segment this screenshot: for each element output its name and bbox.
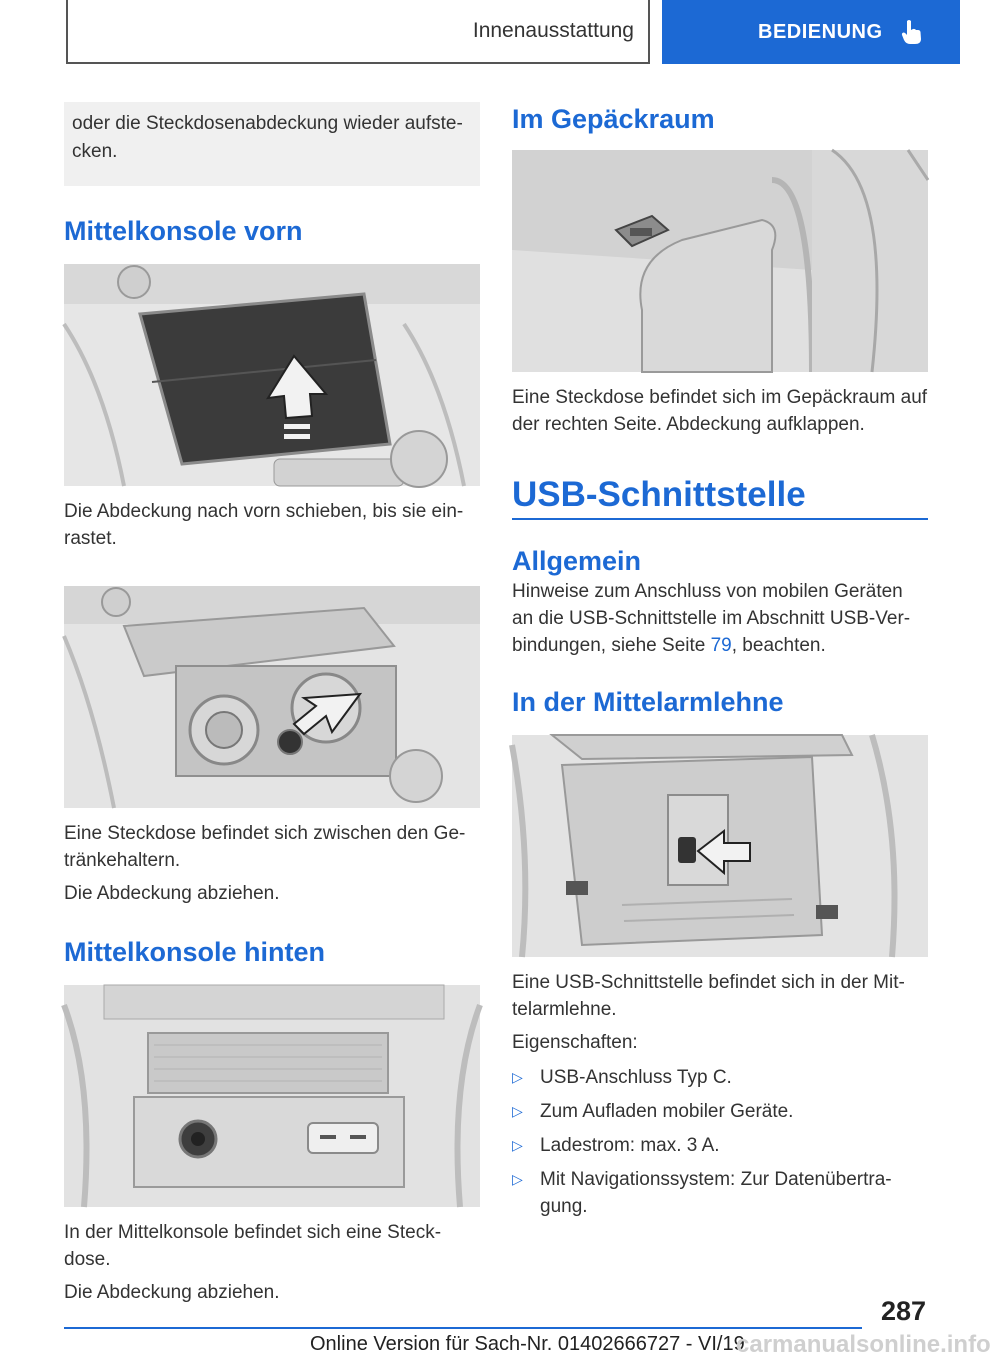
header-chapter-tab [662, 0, 960, 64]
text-rear-socket-location: In der Mittelkonsole befindet sich eine Steck-dose. [64, 1222, 442, 1270]
header-section-tab [66, 0, 650, 64]
heading-armrest: In der Mittelarmlehne [512, 687, 784, 717]
text-front-push-cover: Die Abdeckung nach vorn schieben, bis sie ein-rastet. [64, 501, 464, 549]
list-item-text: Mit Navigationssystem: Zur Datenübertra-gung. [540, 1169, 892, 1217]
text-front-remove-cover: Die Abdeckung abziehen. [64, 883, 280, 904]
text-trunk-socket: Eine Steckdose befindet sich im Gepäckraum auf der rechten Seite. Abdeckung aufklappen. [512, 387, 928, 435]
heading-trunk: Im Gepäckraum [512, 104, 715, 134]
list-item [512, 1166, 928, 1220]
text-general [512, 578, 928, 659]
bullet-triangle-icon: ▷ [512, 1171, 523, 1187]
right-column [512, 102, 928, 1227]
pointing-hand-icon [901, 19, 923, 45]
image-front-console-socket [64, 586, 480, 808]
text-front-socket-location: Eine Steckdose befindet sich zwischen den Ge-tränkehaltern. [64, 823, 466, 871]
bullet-triangle-icon: ▷ [512, 1103, 523, 1119]
properties-list [512, 1064, 928, 1220]
image-front-console-cover [64, 264, 480, 486]
text-general-part1: Hinweise zum Anschluss von mobilen Geräten an die USB-Schnittstelle im Abschnitt USB-Ver-bindungen, siehe Seite [512, 581, 911, 656]
text-general-part2: , beachten. [731, 635, 826, 656]
list-item [512, 1132, 928, 1159]
image-trunk-socket [512, 150, 928, 372]
header-section-title: Innenausstattung [472, 19, 634, 42]
heading-front-console: Mittelkonsole vorn [64, 216, 303, 246]
header-chapter-title: BEDIENUNG [758, 20, 883, 43]
footer-rule [64, 1327, 862, 1329]
page-reference-link[interactable]: 79 [710, 635, 732, 656]
text-properties-label: Eigenschaften: [512, 1032, 638, 1053]
text-armrest-usb: Eine USB-Schnittstelle befindet sich in der Mit-telarmlehne. [512, 972, 905, 1020]
heading-rear-console: Mittelkonsole hinten [64, 937, 326, 967]
list-item-text: Zum Aufladen mobiler Geräte. [540, 1101, 794, 1122]
bullet-triangle-icon: ▷ [512, 1069, 523, 1085]
heading-rule [512, 518, 928, 520]
heading-usb-interface: USB-Schnittstelle [512, 475, 806, 514]
footer-online-version: Online Version für Sach-Nr. 01402666727 - VI/19 [310, 1333, 745, 1355]
left-column [64, 102, 480, 1306]
image-rear-console [64, 985, 480, 1207]
page-number: 287 [880, 1296, 926, 1326]
list-item-text: Ladestrom: max. 3 A. [540, 1135, 720, 1156]
bullet-triangle-icon: ▷ [512, 1137, 523, 1153]
watermark: carmanualsonline.info [736, 1331, 991, 1358]
note-box [64, 102, 480, 186]
list-item [512, 1064, 928, 1091]
list-item-text: USB-Anschluss Typ C. [540, 1067, 732, 1088]
list-item [512, 1098, 928, 1125]
image-armrest-usb [512, 735, 928, 957]
heading-general: Allgemein [512, 546, 642, 576]
note-text: oder die Steckdosenabdeckung wieder aufste-cken. [72, 113, 463, 162]
text-rear-remove-cover: Die Abdeckung abziehen. [64, 1282, 280, 1303]
